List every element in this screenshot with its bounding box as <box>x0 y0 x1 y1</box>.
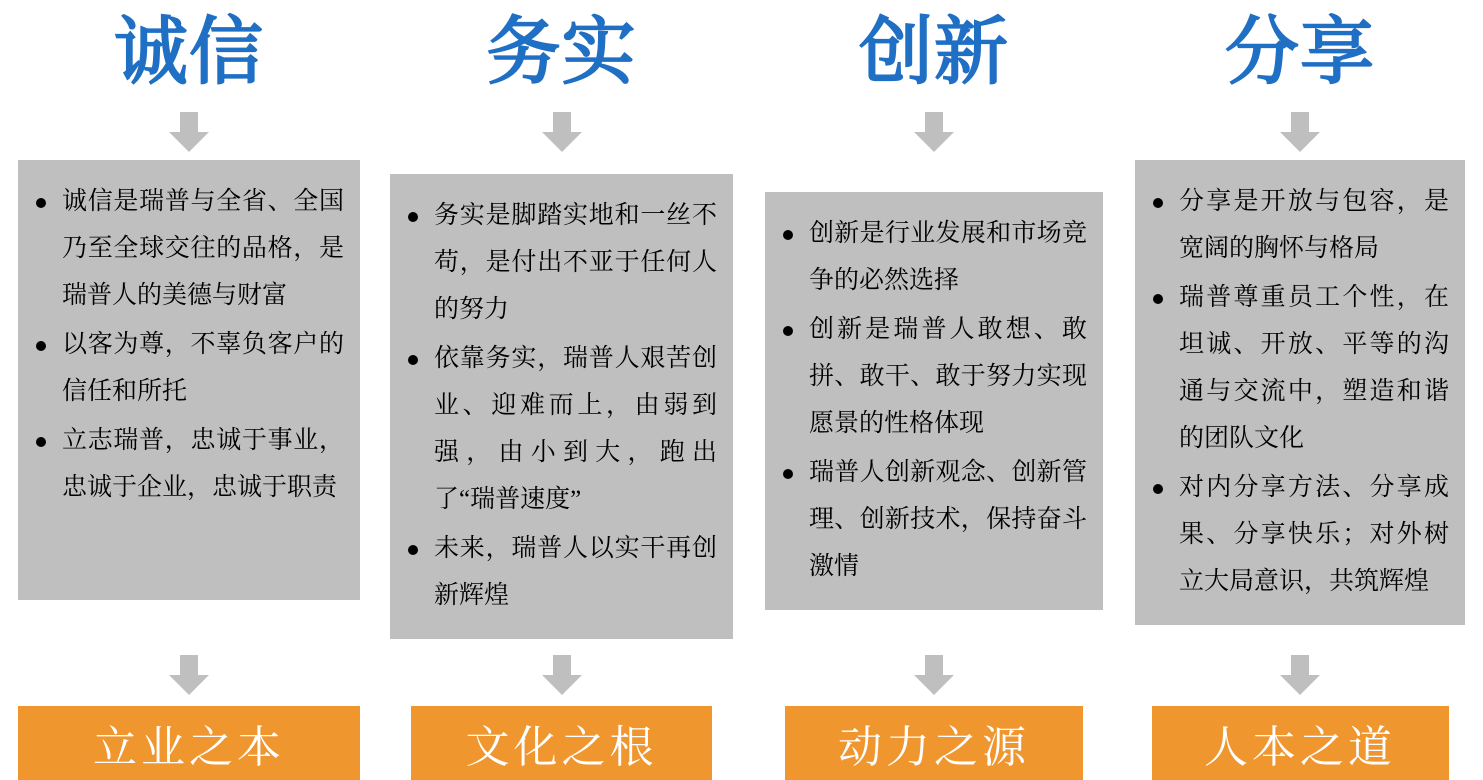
value-column-chengxin <box>0 0 378 780</box>
value-banner: 立业之本 <box>18 706 360 780</box>
down-arrow-icon <box>540 644 584 706</box>
column-title: 分享 <box>1225 10 1375 93</box>
list-item: 以客为尊，不辜负客户的信任和所托 <box>32 321 344 415</box>
list-item: 诚信是瑞普与全省、全国乃至全球交往的品格，是瑞普人的美德与财富 <box>32 178 344 319</box>
down-arrow-icon <box>912 104 956 160</box>
list-item: 务实是脚踏实地和一丝不苟，是付出不亚于任何人的努力 <box>404 192 717 333</box>
bullet-list <box>32 178 344 511</box>
value-banner: 人本之道 <box>1152 706 1449 780</box>
down-arrow-icon <box>167 644 211 706</box>
list-item: 依靠务实，瑞普人艰苦创业、迎难而上，由弱到强，由小到大，跑出了“瑞普速度” <box>404 335 717 523</box>
column-title: 务实 <box>486 10 637 93</box>
value-card <box>765 192 1103 610</box>
value-banner: 动力之源 <box>785 706 1082 780</box>
down-arrow-icon <box>1278 644 1322 706</box>
list-item: 瑞普尊重员工个性，在坦诚、开放、平等的沟通与交流中，塑造和谐的团队文化 <box>1149 274 1449 462</box>
value-card <box>18 160 360 600</box>
column-title: 创新 <box>859 10 1009 93</box>
value-column-chuangxin <box>753 0 1123 780</box>
list-item: 创新是行业发展和市场竞争的必然选择 <box>779 210 1087 304</box>
list-item: 创新是瑞普人敢想、敢拼、敢干、敢于努力实现愿景的性格体现 <box>779 306 1087 447</box>
value-card <box>1135 160 1465 625</box>
column-title: 诚信 <box>114 10 264 93</box>
bullet-list <box>1149 178 1449 605</box>
value-column-fenxiang <box>1123 0 1483 780</box>
value-card <box>390 174 733 639</box>
list-item: 立志瑞普，忠诚于事业，忠诚于企业，忠诚于职责 <box>32 417 344 511</box>
down-arrow-icon <box>912 644 956 706</box>
value-banner: 文化之根 <box>411 706 713 780</box>
bullet-list <box>779 210 1087 590</box>
bullet-list <box>404 192 717 619</box>
list-item: 对内分享方法、分享成果、分享快乐；对外树立大局意识，共筑辉煌 <box>1149 464 1449 605</box>
list-item: 分享是开放与包容，是宽阔的胸怀与格局 <box>1149 178 1449 272</box>
list-item: 未来，瑞普人以实干再创新辉煌 <box>404 525 717 619</box>
list-item: 瑞普人创新观念、创新管理、创新技术，保持奋斗激情 <box>779 449 1087 590</box>
value-column-wushi <box>378 0 753 780</box>
down-arrow-icon <box>1278 104 1322 160</box>
down-arrow-icon <box>540 104 584 160</box>
down-arrow-icon <box>167 104 211 160</box>
